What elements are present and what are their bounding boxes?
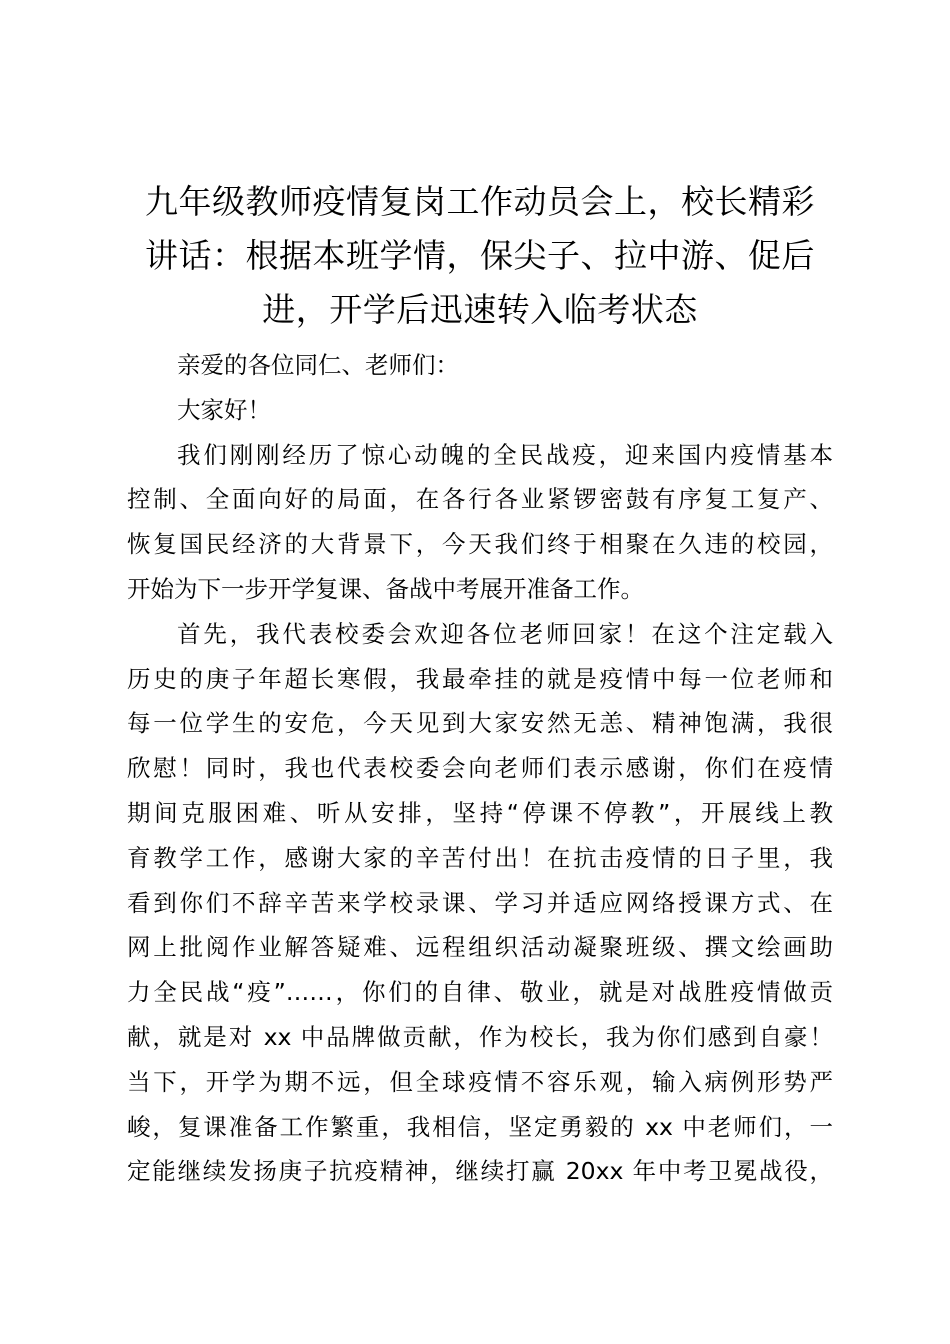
paragraph-line: 欣慰！同时，我也代表校委会向老师们表示感谢，你们在疫情 <box>127 754 833 783</box>
paragraph-line: 力全民战“疫”……，你们的自律、敬业，就是对战胜疫情做贡 <box>127 978 833 1007</box>
paragraph-line: 当下，开学为期不远，但全球疫情不容乐观，输入病例形势严 <box>127 1067 833 1096</box>
paragraph-1 <box>127 433 833 612</box>
greeting-text: 大家好！ <box>177 395 271 424</box>
paragraph-line: 献，就是对 xx 中品牌做贡献，作为校长，我为你们感到自豪！ <box>127 1022 833 1051</box>
paragraph-line: 控制、全面向好的局面，在各行各业紧锣密鼓有序复工复产、 <box>127 485 833 514</box>
paragraph-line: 每一位学生的安危，今天见到大家安然无恙、精神饱满，我很 <box>127 709 833 738</box>
paragraph-line: 定能继续发扬庚子抗疫精神，继续打赢 20xx 年中考卫冕战役， <box>127 1157 833 1186</box>
title-line: 讲话：根据本班学情，保尖子、拉中游、促后 <box>145 236 815 275</box>
salutation <box>127 343 833 388</box>
paragraph-line: 开始为下一步开学复课、备战中考展开准备工作。 <box>127 574 644 603</box>
salutation-text: 亲爱的各位同仁、老师们： <box>177 351 459 379</box>
paragraph-line: 首先，我代表校委会欢迎各位老师回家！在这个注定载入 <box>177 619 833 648</box>
paragraph-line: 峻，复课准备工作繁重，我相信，坚定勇毅的 xx 中老师们，一 <box>127 1112 833 1141</box>
paragraph-line: 看到你们不辞辛苦来学校录课、学习并适应网络授课方式、在 <box>127 888 833 917</box>
greeting <box>127 388 833 433</box>
title-line: 九年级教师疫情复岗工作动员会上，校长精彩 <box>145 182 815 221</box>
document-page <box>127 175 833 1194</box>
paragraph-line: 恢复国民经济的大背景下，今天我们终于相聚在久违的校园， <box>127 530 833 559</box>
document-title <box>127 175 833 337</box>
paragraph-line: 期间克服困难、听从安排，坚持“停课不停教”，开展线上教 <box>127 798 833 827</box>
title-line: 进，开学后迅速转入临考状态 <box>262 290 698 329</box>
paragraph-2 <box>127 612 833 1194</box>
paragraph-line: 历史的庚子年超长寒假，我最牵挂的就是疫情中每一位老师和 <box>127 664 833 693</box>
paragraph-line: 育教学工作，感谢大家的辛苦付出！在抗击疫情的日子里，我 <box>127 843 833 872</box>
paragraph-line: 我们刚刚经历了惊心动魄的全民战疫，迎来国内疫情基本 <box>177 440 833 469</box>
paragraph-line: 网上批阅作业解答疑难、远程组织活动凝聚班级、撰文绘画助 <box>127 933 833 962</box>
